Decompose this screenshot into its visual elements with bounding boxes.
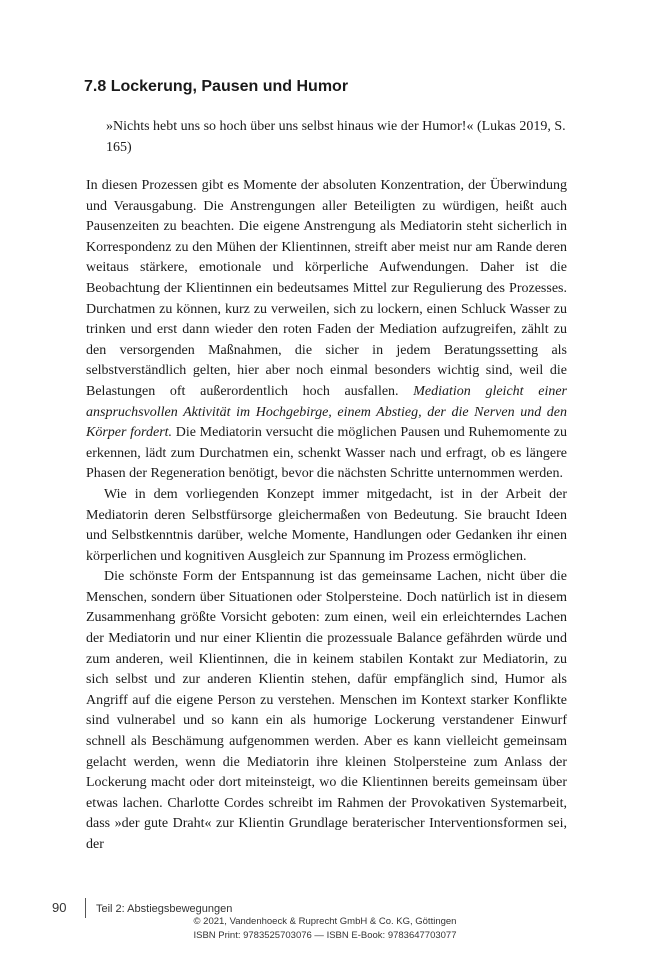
footer-divider [85,898,86,918]
paragraph-1-text-b: Die Mediatorin versucht die möglichen Pausen und Ruhemomente zu erkennen, lädt zum Durchatmen ein, schenkt Wasser nach und erfragt, ob es längere Phasen der Regeneration benötigt, bevor die nächsten Schritte unternommen werden. [86,425,567,482]
paragraph-1-text-a: In diesen Prozessen gibt es Momente der absoluten Konzentration, der Überwindung und Verausgabung. Die Anstrengungen aller Beteiligten zu würdigen, heißt auch Pausenzeiten zu beachten. Die eigene Anstrengung als Mediatorin steht sicherlich in Korrespondenz zu den Mühen der Klientinnen, streift aber meist nur am Rande deren weitaus stärkere, emotionale und körperliche Aufwendungen. Daher ist die Beobachtung der Klientinnen ein bedeutsames Mittel zur Regulierung des Prozesses. Durchatmen zu können, kurz zu verweilen, sich zu lockern, einen Schluck Wasser zu trinken und erst dann wieder den roten Faden der Mediation aufzugreifen, zählt zu den versorgenden Maßnahmen, die sicher in jedem Beratungssetting als selbstverständlich gelten, hier aber noch einmal besonders wichtig sind, weil die Belastungen oft außerordentlich hoch ausfallen. [86,178,567,399]
paragraph-1-italic: Mediation gleicht einer anspruchsvollen Aktivität im Hochgebirge, einem Abstieg, der die Nerven und den Körper fordert. [86,383,567,441]
epigraph-quote: »Nichts hebt uns so hoch über uns selbst hinaus wie der Humor!« (Lukas 2019, S. 165) [106,119,566,155]
page-number: 90 [52,900,67,915]
body-text [86,176,567,856]
footer-copyright: © 2021, Vandenhoeck & Ruprecht GmbH & Co. KG, Göttingen [193,916,457,927]
paragraph-1 [86,176,567,485]
footer-section-label: Teil 2: Abstiegsbewegungen [96,903,233,915]
section-heading: 7.8 Lockerung, Pausen und Humor [84,78,349,95]
paragraph-3: Die schönste Form der Entspannung ist das gemeinsame Lachen, nicht über die Menschen, sondern über Situationen oder Stolpersteine. Doch natürlich ist in diesem Zusammenhang größte Vorsicht geboten: zum einen, weil ein erleichterndes Lachen der Mediatorin und nur einer Klientin die prozessuale Balance gefährden würde und zum anderen, weil Klientinnen, die in keinem stabilen Kontakt zur Mediatorin, zu sich selbst und zur anderen Klientin stehen, dafür empfänglich sind, Humor als Angriff auf die eigene Person zu verstehen. Menschen im Kontext starker Konflikte sind vulnerabel und so kann ein als humorige Lockerung verstandener Einwurf schnell als Beschämung aufgenommen werden. Aber es kann vielleicht gemeinsam gelacht werden, wenn die Mediatorin ihre kleinen Stolpersteine zum Anlass der Lockerung macht oder dort miteinsteigt, wo die Klientinnen bereits gemeinsam über etwas lachen. Charlotte Cordes schreibt im Rahmen der Provokativen Systemarbeit, dass »der gute Draht« zur Klientin Grundlage beraterischer Interventionsformen sei, der [86,569,567,852]
paragraph-2: Wie in dem vorliegenden Konzept immer mitgedacht, ist in der Arbeit der Mediatorin deren Selbstfürsorge gleichermaßen von Bedeutung. Sie braucht Ideen und Selbstkenntnis darüber, welche Momente, Handlungen oder Gedanken ihr einen körperlichen und kognitiven Ausgleich zur Spannung im Prozess ermöglichen. [86,486,567,564]
footer-isbn: ISBN Print: 9783525703076 — ISBN E-Book: 9783647703077 [193,930,457,941]
